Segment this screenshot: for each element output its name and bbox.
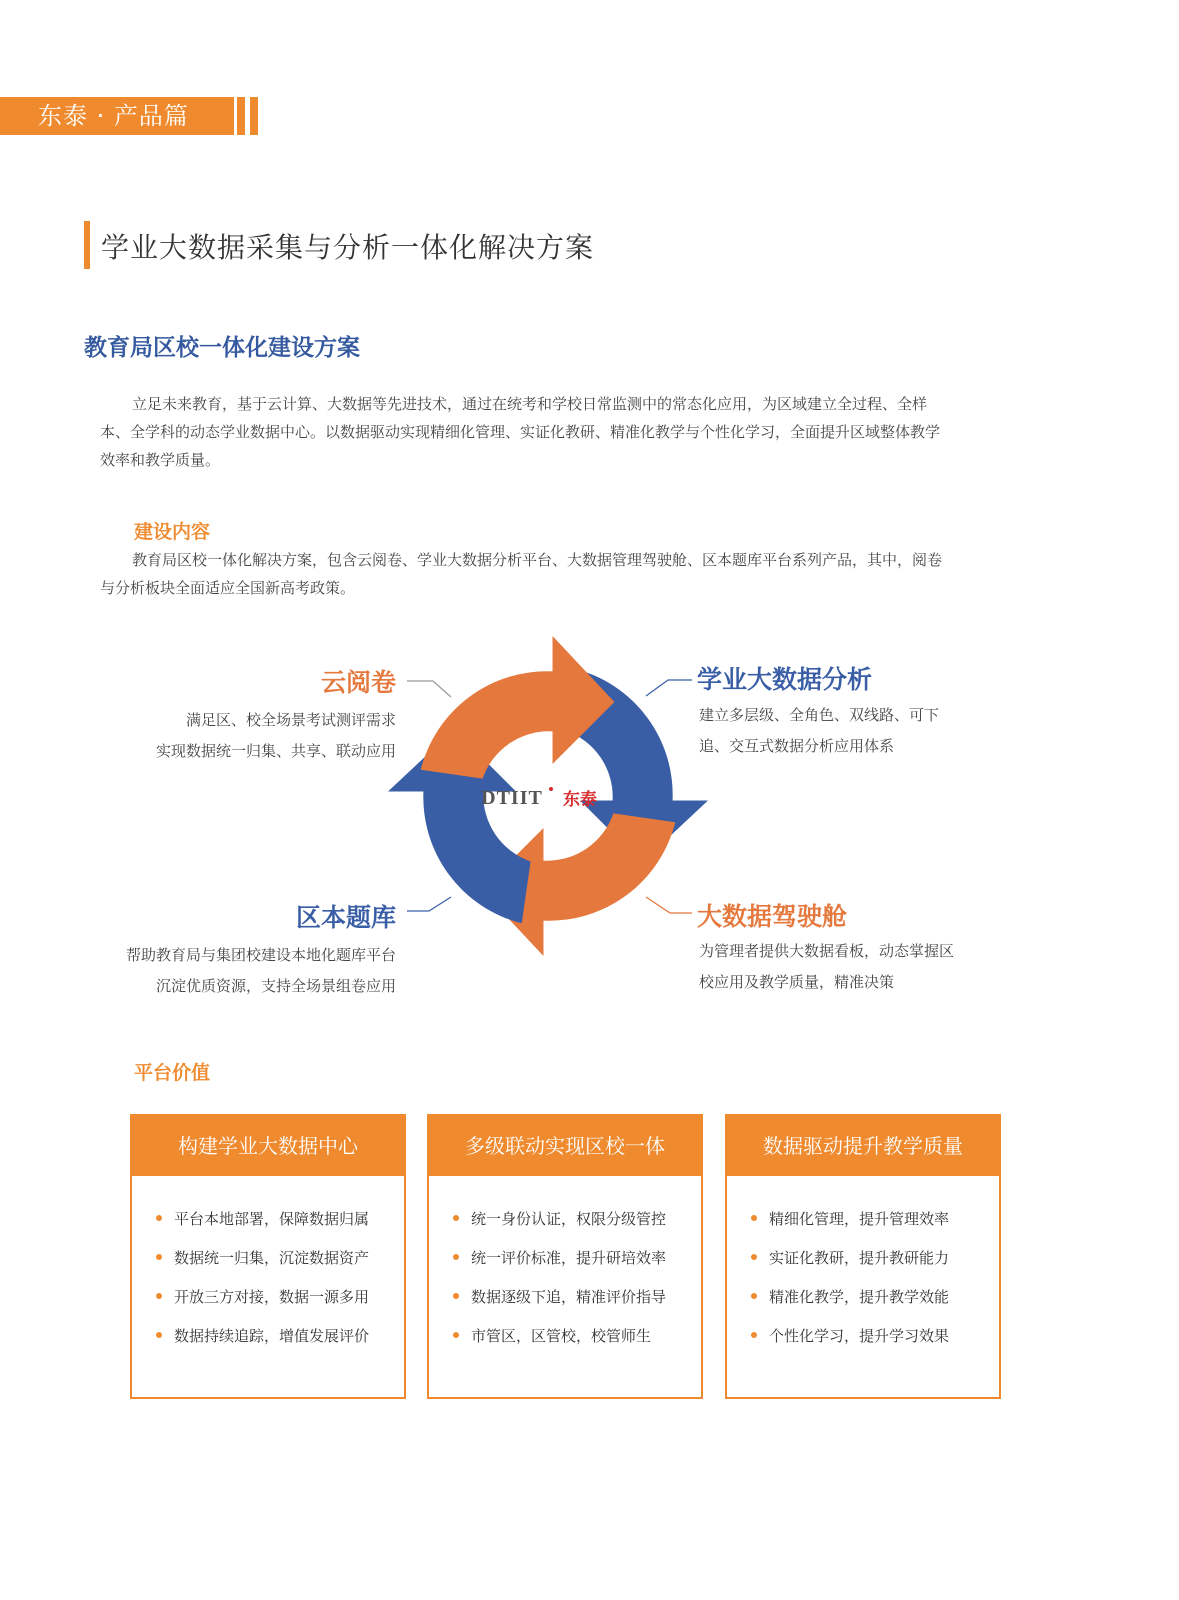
arc-cloud-marking — [421, 636, 615, 779]
node-title-question-bank: 区本题库 — [295, 903, 396, 932]
connector-analysis — [640, 674, 695, 699]
list-item: 开放三方对接，数据一源多用 — [156, 1278, 404, 1317]
intro-paragraph — [100, 390, 1014, 474]
page-title: 学业大数据采集与分析一体化解决方案 — [101, 231, 595, 264]
card-title: 构建学业大数据中心 — [132, 1116, 404, 1176]
connector-cloud — [405, 675, 455, 700]
list-item: 精准化教学，提升教学效能 — [751, 1278, 999, 1317]
intro-line-3: 效率和教学质量。 — [100, 451, 221, 469]
node-desc-cloud-marking: 满足区、校全场景考试测评需求 实现数据统一归集、共享、联动应用 — [155, 711, 396, 760]
construction-line-1: 教育局区校一体化解决方案，包含云阅卷、学业大数据分析平台、大数据管理驾驶舱、区本题库平台系列产品，其中，阅卷 — [132, 551, 943, 569]
connector-cockpit — [640, 893, 695, 918]
logo-text: DTIIT — [481, 787, 543, 809]
section-banner: 东泰 · 产品篇 — [0, 97, 234, 135]
intro-line-2: 本、全学科的动态学业数据中心。以数据驱动实现精细化管理、实证化教研、精准化教学与个性化学习，全面提升区域整体教学 — [100, 423, 941, 441]
connector-question-bank — [405, 893, 455, 918]
list-item: 数据逐级下追，精准评价指导 — [453, 1278, 701, 1317]
node-title-cloud-marking: 云阅卷 — [320, 668, 396, 697]
card-title: 数据驱动提升教学质量 — [727, 1116, 999, 1176]
list-item: 数据统一归集，沉淀数据资产 — [156, 1239, 404, 1278]
value-card — [427, 1114, 703, 1399]
construction-line-2: 与分析板块全面适应全国新高考政策。 — [100, 579, 356, 597]
card-title: 多级联动实现区校一体 — [429, 1116, 701, 1176]
node-title-cockpit: 大数据驾驶舱 — [697, 902, 848, 931]
value-card — [130, 1114, 406, 1399]
list-item: 数据持续追踪，增值发展评价 — [156, 1317, 404, 1356]
value-heading: 平台价值 — [134, 1062, 211, 1084]
node-desc-question-bank: 帮助教育局与集团校建设本地化题库平台 沉淀优质资源，支持全场景组卷应用 — [125, 946, 396, 995]
list-item: 平台本地部署，保障数据归属 — [156, 1200, 404, 1239]
list-item: 个性化学习，提升学习效果 — [751, 1317, 999, 1356]
title-accent-bar — [84, 221, 90, 269]
intro-line-1: 立足未来教育，基于云计算、大数据等先进技术，通过在统考和学校日常监测中的常态化应用，为区域建立全过程、全样 — [132, 395, 928, 413]
banner-bar — [250, 97, 258, 135]
section-title: 教育局区校一体化建设方案 — [84, 335, 360, 361]
logo-cn: 东泰 — [563, 790, 597, 810]
value-card — [725, 1114, 1001, 1399]
node-title-analysis: 学业大数据分析 — [697, 665, 873, 694]
list-item: 统一身份认证，权限分级管控 — [453, 1200, 701, 1239]
node-desc-cockpit: 为管理者提供大数据看板，动态掌握区 校应用及教学质量，精准决策 — [699, 942, 955, 991]
list-item: 市管区，区管校，校管师生 — [453, 1317, 701, 1356]
logo-mark-icon — [549, 787, 553, 791]
list-item: 实证化教研，提升教研能力 — [751, 1239, 999, 1278]
list-item: 统一评价标准，提升研培效率 — [453, 1239, 701, 1278]
list-item: 精细化管理，提升管理效率 — [751, 1200, 999, 1239]
construction-heading: 建设内容 — [134, 521, 211, 543]
node-desc-analysis: 建立多层级、全角色、双线路、可下 追、交互式数据分析应用体系 — [699, 706, 940, 755]
banner-bar — [237, 97, 245, 135]
construction-paragraph — [100, 546, 1014, 602]
